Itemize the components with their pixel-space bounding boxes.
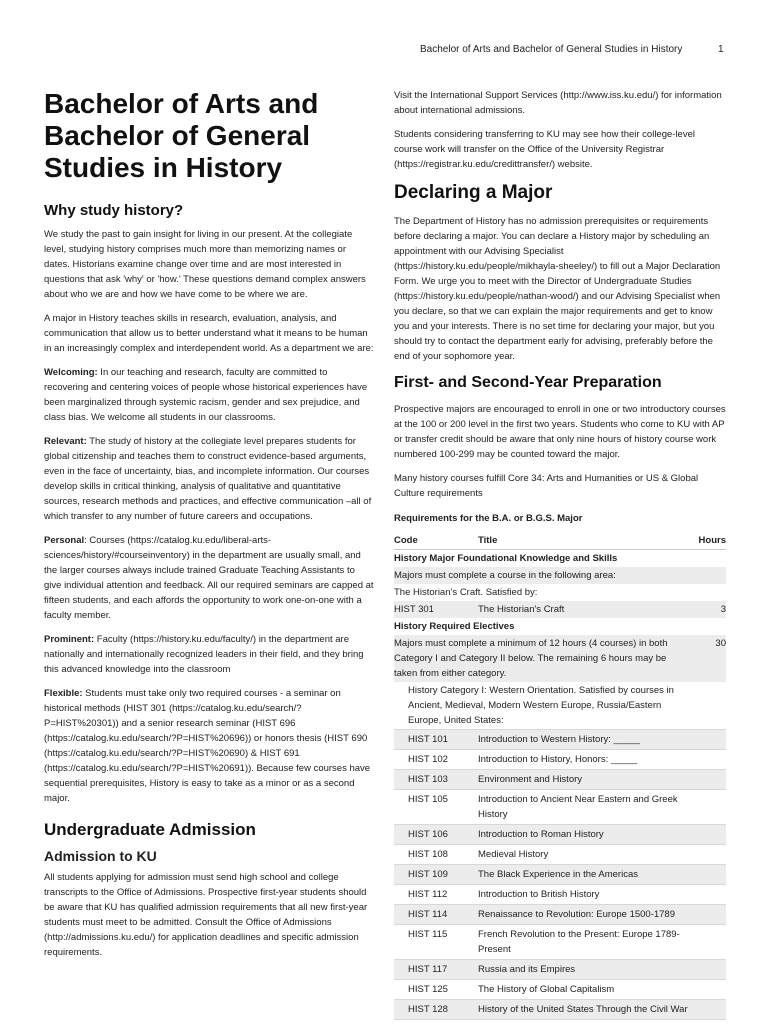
course-title: Introduction to Roman History [478, 829, 604, 840]
course-code-link[interactable]: HIST 117 [408, 964, 448, 975]
first-year-paragraph-2: Many history courses fulfill Core 34: Arts and Humanities or US & Global Culture requirements [394, 473, 699, 499]
course-row [394, 790, 726, 825]
electives-note: Majors must complete a minimum of 12 hours (4 courses) in both Category I and Category II below. The remaining 6 hours may be taken from either category. [394, 638, 668, 679]
why-study-heading: Why study history? [44, 202, 184, 219]
course-title: Introduction to Western History: _____ [478, 734, 640, 745]
admission-paragraph: All students applying for admission must send high school and college transcripts to the Office of Admissions. Prospective first-year students should be aware that KU has qualified admission requirements that all new first-year students must meet to be admitted. Consult the Office of Admissions (http://admissions.ku.edu/) for application deadlines and specific admission requirements. [44, 872, 368, 958]
international-paragraph: Visit the International Support Services (http://www.iss.ku.edu/) for information about international admissions. [394, 90, 722, 116]
course-row [394, 1000, 726, 1020]
course-title: Introduction to British History [478, 889, 600, 900]
craft-note-row [394, 584, 726, 601]
first-year-paragraph-1: Prospective majors are encouraged to enroll in one or two introductory courses at the 100 or 200 level in the first two years. Students who come to KU with AP or transfer credit should be aware that only nine hours of history course work numbered 100-299 may be counted toward the major. [394, 404, 726, 460]
electives-heading: History Required Electives [394, 621, 515, 632]
title-line-2: Bachelor of General [44, 120, 311, 151]
admission-to-ku-heading: Admission to KU [44, 848, 157, 864]
personal-paragraph [44, 533, 374, 623]
relevant-label: Relevant: [44, 436, 87, 447]
hist301-title: The Historian's Craft [478, 604, 565, 615]
course-row [394, 770, 726, 790]
column-header-code: Code [394, 534, 418, 546]
title-line-3: Studies in History [44, 152, 283, 183]
document-title [44, 88, 374, 184]
course-title: French Revolution to the Present: Europe 1789-Present [478, 929, 680, 955]
relevant-paragraph [44, 434, 374, 524]
foundational-note-row [394, 567, 726, 584]
declaring-major-heading: Declaring a Major [394, 182, 553, 203]
course-row [394, 845, 726, 865]
course-row [394, 825, 726, 845]
declaring-paragraph: The Department of History has no admission prerequisites or requirements before declaring a major. You can declare a History major by scheduling an appointment with our Advising Specialist (https://history.ku.edu/people/mikhayla-sheeley/) to fill out a Major Declaration Form. We urge you to meet with the Director of Undergraduate Studies (https://history.ku.edu/people/nathan-wood/) and our Advising Specialist when you declare, so that we can explain the major requirements and get to know you and your interests. There is no set time for declaring your major, but you should try to contact the department early for advising, preferably before the end of your sophomore year. [394, 216, 721, 362]
electives-hours: 30 [715, 638, 726, 649]
course-row [394, 750, 726, 770]
personal-label: Personal [44, 535, 85, 546]
course-title: Environment and History [478, 774, 583, 785]
hist301-row [394, 601, 726, 618]
course-code-link[interactable]: HIST 108 [408, 849, 448, 860]
course-code-link[interactable]: HIST 102 [408, 754, 448, 765]
welcoming-paragraph [44, 365, 374, 425]
course-row [394, 960, 726, 980]
relevant-text: The study of history at the collegiate level prepares students for global citizenship and teaches them to construct evidence-based arguments, even in the face of uncertainty, bias, and incomplete information. Our courses develop skills in critical thinking, analysis of qualitative and quantitative sources, research methods and practices, and effective communication –all of which transfer to any number of future careers and occupations. [44, 436, 372, 522]
course-row [394, 730, 726, 750]
prominent-paragraph [44, 632, 374, 677]
flexible-text: Students must take only two required courses - a seminar on historical methods (HIST 301 (https://catalog.ku.edu/search/?P=HIST%20301)) and a senior research seminar (HIST 696 (https://catalog.ku.edu/search/?P=HIST%20696)) or honors thesis (HIST 690 (https://catalog.ku.edu/search/?P=HIST%20690) & HIST 691 (https://catalog.ku.edu/search/?P=HIST%20691)). Because few courses have sequential prerequisites, History is easy to take as a minor or as a second major. [44, 688, 371, 804]
prominent-text: Faculty (https://history.ku.edu/faculty/) in the department are nationally and internationally recognized leaders in their field, and they bring this advanced knowledge into the classroom [44, 634, 364, 675]
foundational-heading-row [394, 550, 726, 567]
course-code-link[interactable]: HIST 103 [408, 774, 448, 785]
course-list [394, 730, 726, 1020]
course-row [394, 865, 726, 885]
requirements-table [394, 531, 726, 1020]
why-paragraph-2: A major in History teaches skills in research, evaluation, analysis, and communication that allow us to better understand what it means to be human in an increasingly complex and interdependent world. As a department we are: [44, 313, 374, 354]
course-code-link[interactable]: HIST 125 [408, 984, 448, 995]
running-header-title: Bachelor of Arts and Bachelor of General Studies in History [420, 44, 683, 55]
course-row [394, 980, 726, 1000]
course-code-link[interactable]: HIST 106 [408, 829, 448, 840]
course-title: History of the United States Through the Civil War [478, 1004, 688, 1015]
course-title: Renaissance to Revolution: Europe 1500-1789 [478, 909, 675, 920]
course-code-link[interactable]: HIST 105 [408, 794, 448, 805]
why-paragraph-1: We study the past to gain insight for living in our present. At the collegiate level, studying history comprises much more than memorizing names or dates. Historians examine change over time and are most interested in questions that ask 'why' or 'how.' These questions demand complex answers about who we are and how we have come to be where we are. [44, 229, 366, 300]
course-code-link[interactable]: HIST 112 [408, 889, 448, 900]
left-column [44, 88, 374, 960]
title-line-1: Bachelor of Arts and [44, 88, 319, 119]
first-second-year-heading: First- and Second-Year Preparation [394, 374, 662, 391]
table-header-row [394, 531, 726, 550]
category1-note: History Category I: Western Orientation. Satisfied by courses in Ancient, Medieval, Modern Western Europe, Russia/Eastern Europe, United States: [408, 685, 674, 726]
column-header-hours: Hours [698, 534, 726, 546]
course-title: The History of Global Capitalism [478, 984, 615, 995]
course-row [394, 905, 726, 925]
course-title: Introduction to Ancient Near Eastern and Greek History [478, 794, 678, 820]
page-number: 1 [718, 44, 724, 55]
transfer-paragraph: Students considering transferring to KU may see how their college-level course work will transfer on the Office of the University Registrar (https://registrar.ku.edu/credittransfer/) website. [394, 129, 695, 170]
course-code-link[interactable]: HIST 115 [408, 929, 448, 940]
craft-note: The Historian’s Craft. Satisfied by: [394, 587, 538, 598]
course-title: Introduction to History, Honors: _____ [478, 754, 638, 765]
course-row [394, 925, 726, 960]
requirements-heading: Requirements for the B.A. or B.G.S. Major [394, 513, 583, 524]
welcoming-label: Welcoming: [44, 367, 98, 378]
prominent-label: Prominent: [44, 634, 95, 645]
right-column [394, 88, 726, 526]
electives-note-row [394, 635, 726, 682]
hist301-code[interactable]: HIST 301 [394, 604, 434, 615]
welcoming-text: In our teaching and research, faculty are committed to recovering and centering voices of people whose historical experiences have been marginalized through systemic racism, gender and sex prejudice, and class bias. We welcome all students in our classrooms. [44, 367, 368, 423]
category1-note-row [394, 682, 726, 730]
personal-text: : Courses (https://catalog.ku.edu/liberal-arts-sciences/history/#courseinventory) in the department are usually small, and the larger courses always include trained Graduate Teaching Assistants to give individual attention and feedback. All our required seminars are capped at fifteen students, and each affords the opportunity to work one-on-one with a faculty member. [44, 535, 374, 621]
course-code-link[interactable]: HIST 101 [408, 734, 448, 745]
course-row [394, 885, 726, 905]
hist301-hours: 3 [720, 604, 726, 615]
course-title: The Black Experience in the Americas [478, 869, 638, 880]
course-title: Russia and its Empires [478, 964, 576, 975]
course-code-link[interactable]: HIST 128 [408, 1004, 448, 1015]
flexible-label: Flexible: [44, 688, 83, 699]
foundational-note: Majors must complete a course in the following area: [394, 570, 616, 581]
electives-heading-row [394, 618, 726, 635]
course-code-link[interactable]: HIST 109 [408, 869, 448, 880]
course-code-link[interactable]: HIST 114 [408, 909, 448, 920]
foundational-heading: History Major Foundational Knowledge and Skills [394, 553, 618, 564]
course-title: Medieval History [478, 849, 549, 860]
undergraduate-admission-heading: Undergraduate Admission [44, 820, 256, 839]
column-header-title: Title [478, 534, 498, 546]
flexible-paragraph [44, 686, 374, 806]
